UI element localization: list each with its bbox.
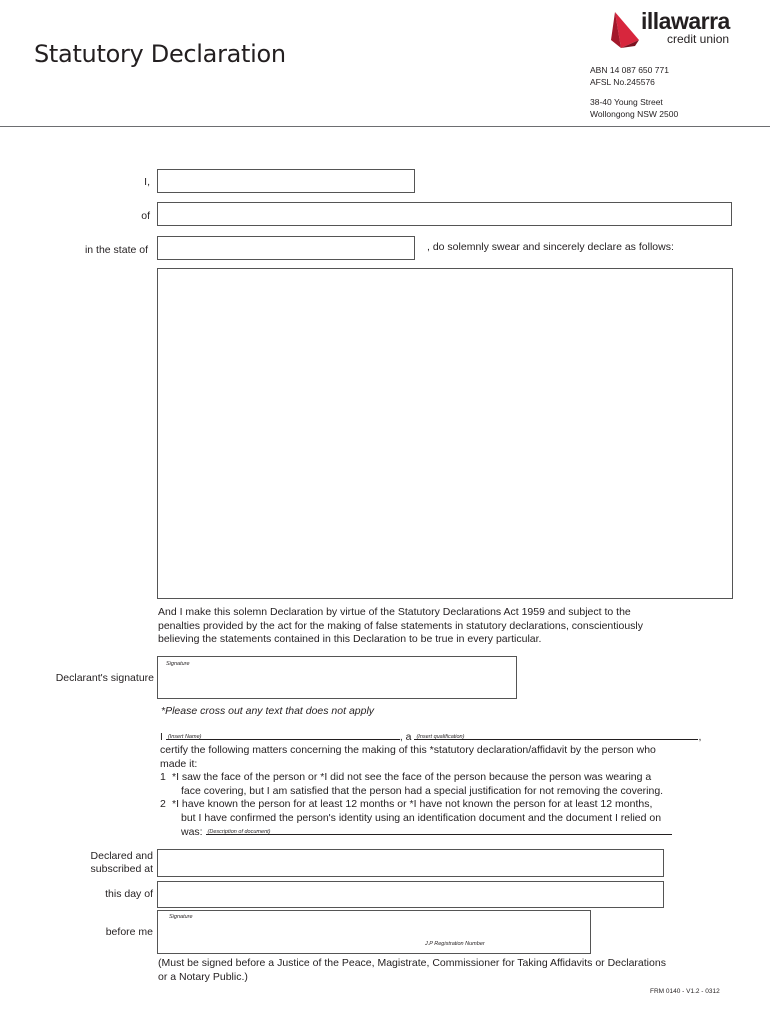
item-2-line-1: *I have known the person for at least 12 months or *I have not known the person for at least 12 months, (172, 798, 653, 810)
must-sign-line-1: (Must be signed before a Justice of the Peace, Magistrate, Commissioner for Taking Affidavits or Declarations (158, 957, 666, 969)
signature-caption: Signature (166, 661, 190, 667)
declaration-text-area[interactable] (157, 268, 733, 599)
certifier-qualification-line[interactable] (414, 730, 698, 740)
page-title: Statutory Declaration (34, 40, 286, 68)
item-2-number: 2 (160, 798, 166, 810)
address-field[interactable] (157, 202, 732, 226)
before-me-label: before me (105, 926, 153, 938)
certifier-name-line[interactable] (166, 730, 400, 740)
name-label: I, (144, 176, 150, 188)
description-caption: (Description of document) (207, 829, 271, 835)
certify-item-2 (160, 798, 740, 840)
address-street: 38-40 Young Street (590, 97, 663, 107)
item-2-was: was: (181, 826, 203, 838)
company-address (590, 96, 678, 120)
item-1-number: 1 (160, 771, 166, 783)
solemn-line-3: believing the statements contained in this Declaration to be true in every particular. (158, 633, 542, 645)
certifier-line (160, 730, 701, 745)
address-city: Wollongong NSW 2500 (590, 109, 679, 119)
logo-subtitle: credit union (667, 32, 730, 46)
declarant-signature-label: Declarant's signature (55, 672, 154, 684)
certifier-i: I (160, 731, 163, 743)
logo-wordmark: illawarra (641, 8, 730, 34)
certify-item-1 (160, 771, 740, 798)
swear-statement: , do solemnly swear and sincerely declare as follows: (427, 241, 674, 253)
item-1-line-2: face covering, but I am satisfied that the person had a special justification for not removing the covering. (181, 784, 664, 797)
certifier-a: , a (399, 731, 412, 743)
header-divider (0, 126, 770, 127)
name-field[interactable] (157, 169, 415, 193)
abn-number: ABN 14 087 650 771 (590, 65, 669, 75)
insert-name-caption: (Insert Name) (167, 734, 202, 740)
solemn-declaration-text (158, 606, 738, 647)
solemn-line-2: penalties provided by the act for the making of false statements in statutory declarations, conscientiously (158, 619, 644, 632)
declared-at-field[interactable] (157, 849, 664, 877)
afsl-number: AFSL No.245576 (590, 77, 655, 87)
declarant-signature-field[interactable] (157, 656, 517, 699)
illawarra-logo-icon (609, 10, 643, 50)
cross-out-note: *Please cross out any text that does not apply (161, 705, 375, 717)
declared-label-line-1: Declared and (90, 850, 153, 862)
item-1-line-1: *I saw the face of the person or *I did not see the face of the person because the person was wearing a (172, 771, 652, 783)
must-sign-line-2: or a Notary Public.) (158, 970, 248, 983)
form-code: FRM 0140 - V1.2 - 0312 (650, 988, 720, 995)
address-label: of (141, 210, 150, 222)
witness-signature-caption: Signature (169, 914, 193, 920)
item-2-line-2: but I have confirmed the person's identity using an identification document and the document I relied on (181, 811, 662, 824)
jp-registration-caption: J.P Registration Number (425, 941, 485, 947)
state-label: in the state of (84, 244, 148, 256)
insert-qualification-caption: (Insert qualification) (416, 734, 465, 740)
solemn-line-1: And I make this solemn Declaration by virtue of the Statutory Declarations Act 1959 and subject to the (158, 606, 631, 618)
witness-requirement-note (158, 957, 748, 984)
certify-line-1: certify the following matters concerning the making of this *statutory declaration/affidavit by the person who (160, 744, 656, 756)
company-registration (590, 64, 669, 88)
witness-signature-field[interactable] (157, 910, 591, 954)
declared-label-line-2: subscribed at (90, 863, 153, 875)
item-2-line-3 (181, 825, 740, 840)
day-of-field[interactable] (157, 881, 664, 908)
document-description-line[interactable] (206, 825, 672, 835)
certify-text (160, 744, 740, 771)
declared-at-label (50, 850, 153, 876)
day-of-label: this day of (105, 888, 153, 900)
certify-line-2: made it: (160, 757, 198, 770)
certifier-comma: , (698, 731, 702, 743)
state-field[interactable] (157, 236, 415, 260)
